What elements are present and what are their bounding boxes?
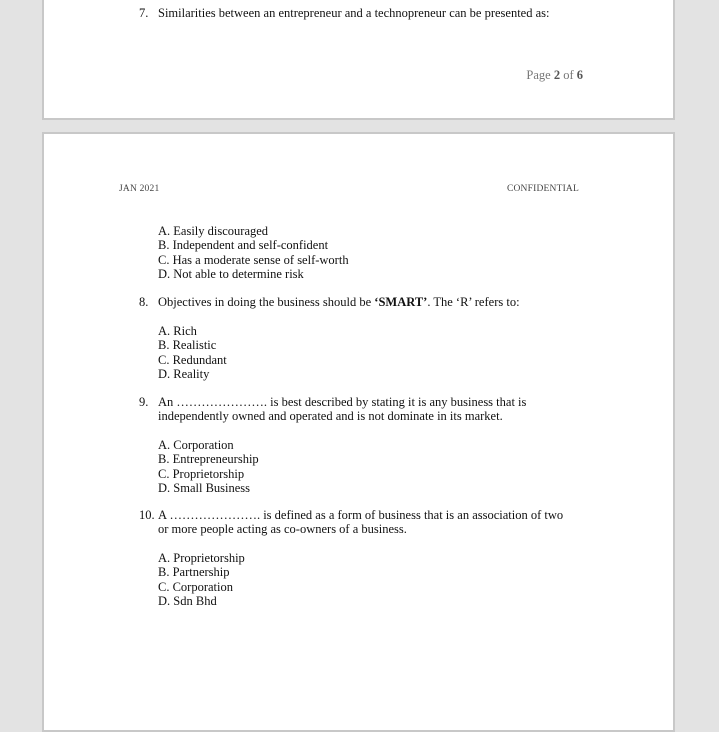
option: D. Small Business — [158, 480, 251, 495]
option: C. Redundant — [158, 352, 227, 367]
question-8-number: 8. — [139, 295, 149, 309]
question-10-line-2: or more people acting as co-owners of a business. — [158, 522, 407, 537]
current-page: 2 — [553, 68, 561, 82]
option: D. Reality — [158, 366, 210, 381]
option: C. Has a moderate sense of self-worth — [158, 252, 349, 267]
option: D. Sdn Bhd — [158, 593, 217, 608]
question-7-options — [158, 224, 349, 281]
question-9-text — [158, 395, 598, 424]
page-of-label: of — [560, 68, 577, 82]
question-8-text-end: . The ‘R’ refers to: — [427, 295, 520, 309]
option: A. Easily discouraged — [158, 224, 269, 238]
question-10-text — [158, 508, 598, 537]
question-10-line-1: A …………………. is defined as a form of business that is an association of two — [158, 508, 564, 522]
option: B. Partnership — [158, 565, 230, 580]
question-9-line-1: An …………………. is best described by stating it is any business that is — [158, 395, 527, 409]
question-7-text: Similarities between an entrepreneur and a technopreneur can be presented as: — [158, 6, 550, 20]
option: A. Proprietorship — [158, 551, 245, 565]
option: A. Rich — [158, 324, 197, 338]
total-pages: 6 — [576, 68, 583, 82]
question-9-number: 9. — [139, 395, 149, 409]
document-page-3 — [42, 132, 675, 732]
question-10-number: 10. — [139, 508, 155, 522]
question-7-number: 7. — [139, 6, 149, 20]
document-page-2 — [42, 0, 675, 120]
header-confidential: CONFIDENTIAL — [506, 184, 579, 194]
page-label: Page — [526, 68, 554, 82]
option: C. Proprietorship — [158, 466, 245, 481]
option: A. Corporation — [158, 438, 234, 452]
page-number-footer — [526, 68, 583, 83]
question-8-options — [158, 324, 227, 381]
option: B. Entrepreneurship — [158, 452, 259, 467]
smart-keyword: ‘SMART’ — [374, 295, 428, 309]
option: B. Independent and self-confident — [158, 238, 329, 253]
question-9-line-2: independently owned and operated and is not dominate in its market. — [158, 409, 503, 424]
option: B. Realistic — [158, 338, 217, 353]
question-8-text-start: Objectives in doing the business should be — [158, 295, 375, 309]
question-10-options — [158, 551, 245, 608]
option: C. Corporation — [158, 579, 233, 594]
question-9-options — [158, 438, 259, 495]
question-8-text — [158, 295, 598, 309]
header-date: JAN 2021 — [119, 184, 160, 194]
option: D. Not able to determine risk — [158, 266, 304, 281]
